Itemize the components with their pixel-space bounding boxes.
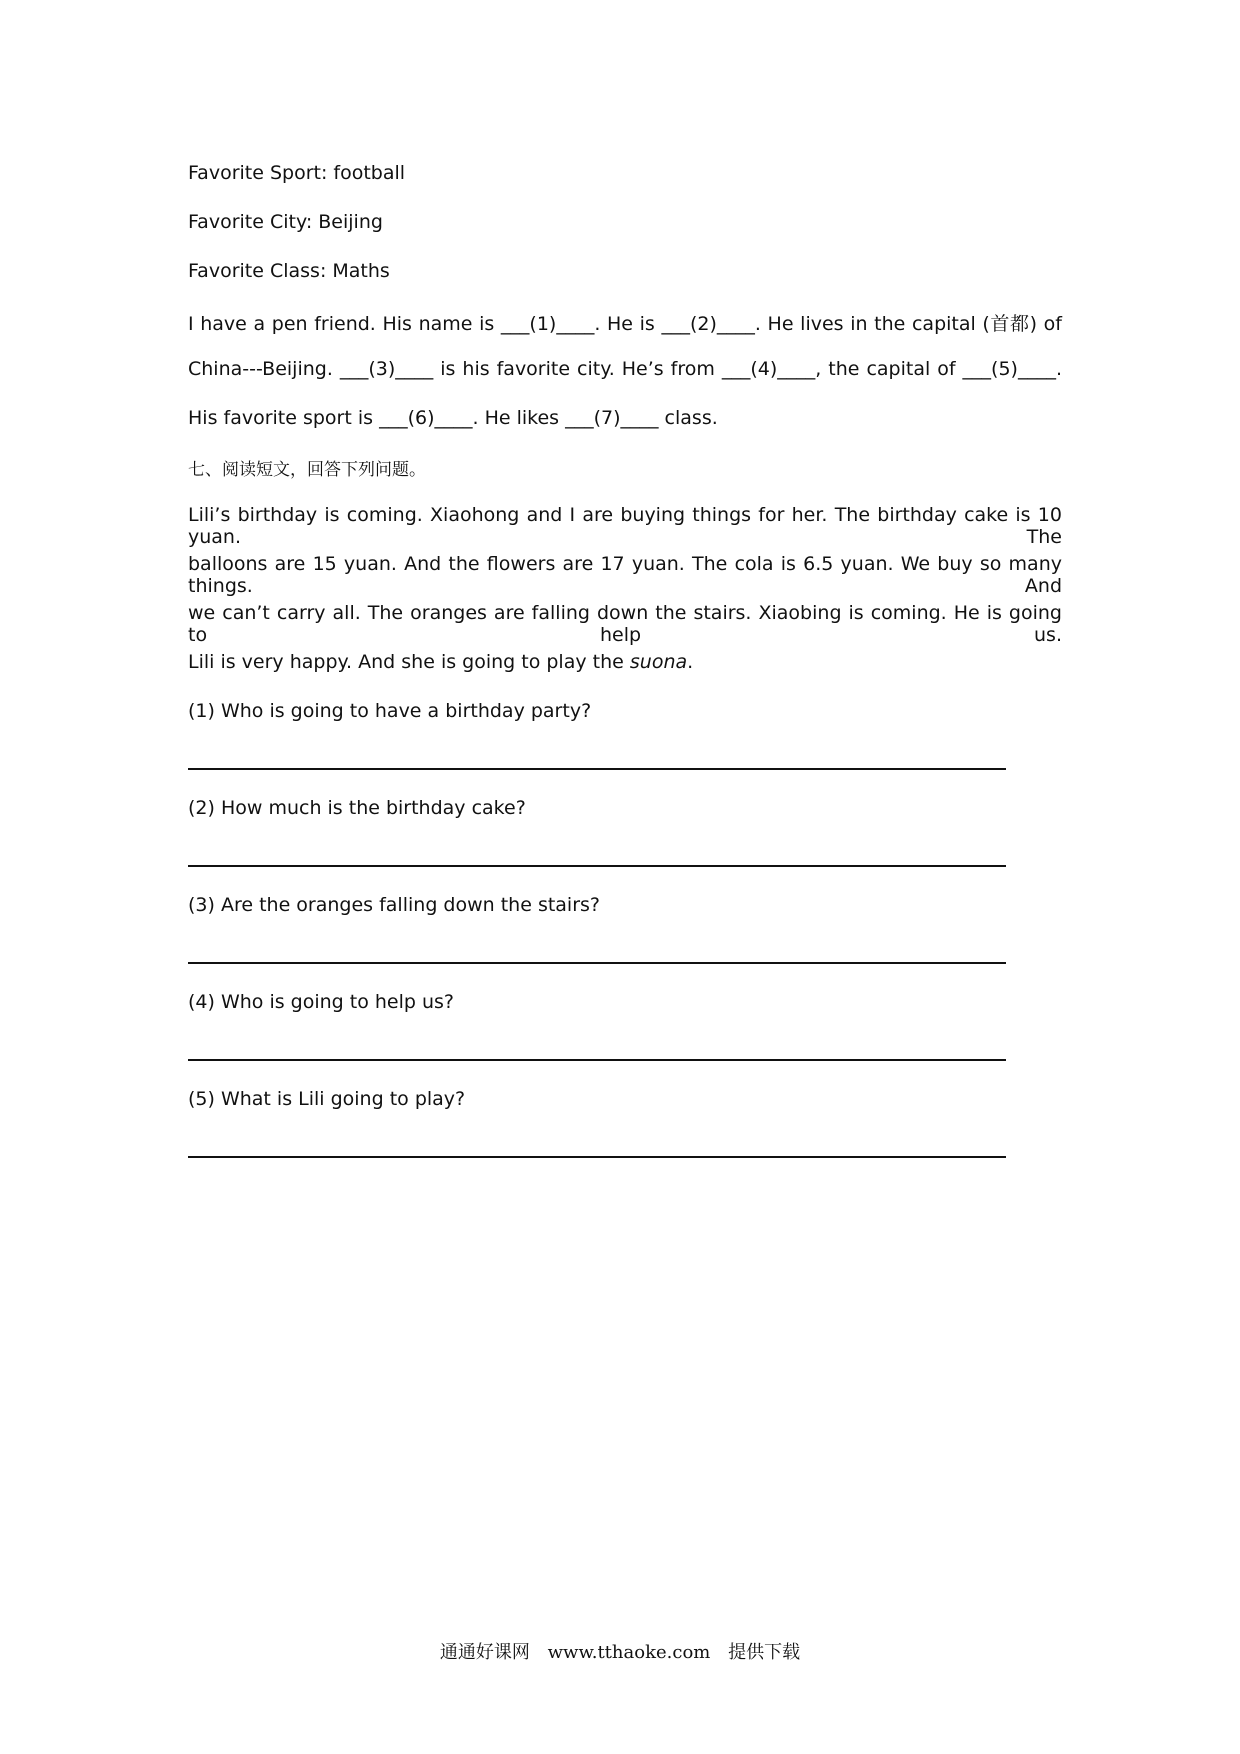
answer-line-3[interactable] [188,962,1006,964]
answer-line-4[interactable] [188,1059,1006,1061]
question-1: (1) Who is going to have a birthday party? [188,700,592,722]
page-footer [0,1638,1240,1664]
question-2: (2) How much is the birthday cake? [188,797,526,819]
passage1-line1: I have a pen friend. His name is ___(1)____. He is ___(2)____. He lives in the capital (首都) of [188,313,1062,335]
reading-para-line4-end: . [687,651,694,673]
footer-site-name: 通通好课网 [439,1642,530,1663]
reading-para-line3: we can’t carry all. The oranges are falling down the stairs. Xiaobing is coming. He is going to help us. [188,602,1062,646]
reading-para-line4-start: Lili is very happy. And she is going to play the [188,651,630,673]
question-3: (3) Are the oranges falling down the stairs? [188,894,601,916]
favorite-city: Favorite City: Beijing [188,211,383,233]
question-5: (5) What is Lili going to play? [188,1088,466,1110]
footer-suffix: 提供下载 [728,1642,801,1663]
reading-para-line4 [188,651,693,673]
passage1-line2: China---Beijing. ___(3)____ is his favorite city. He’s from ___(4)____, the capital of ___(5)____. [188,358,1062,380]
answer-line-5[interactable] [188,1156,1006,1158]
question-4: (4) Who is going to help us? [188,991,455,1013]
favorite-class: Favorite Class: Maths [188,260,390,282]
answer-line-1[interactable] [188,768,1006,770]
reading-para-line1: Lili’s birthday is coming. Xiaohong and I are buying things for her. The birthday cake is 10 yuan. The [188,504,1062,548]
reading-para-italic-word: suona [629,651,688,673]
reading-para-line2: balloons are 15 yuan. And the flowers are 17 yuan. The cola is 6.5 yuan. We buy so many things. And [188,553,1062,597]
answer-line-2[interactable] [188,865,1006,867]
passage1-line3: His favorite sport is ___(6)____. He likes ___(7)____ class. [188,407,718,429]
footer-url[interactable]: www.tthaoke.com [547,1642,711,1663]
favorite-sport: Favorite Sport: football [188,162,406,184]
section7-heading: 七、阅读短文，回答下列问题。 [188,460,426,480]
